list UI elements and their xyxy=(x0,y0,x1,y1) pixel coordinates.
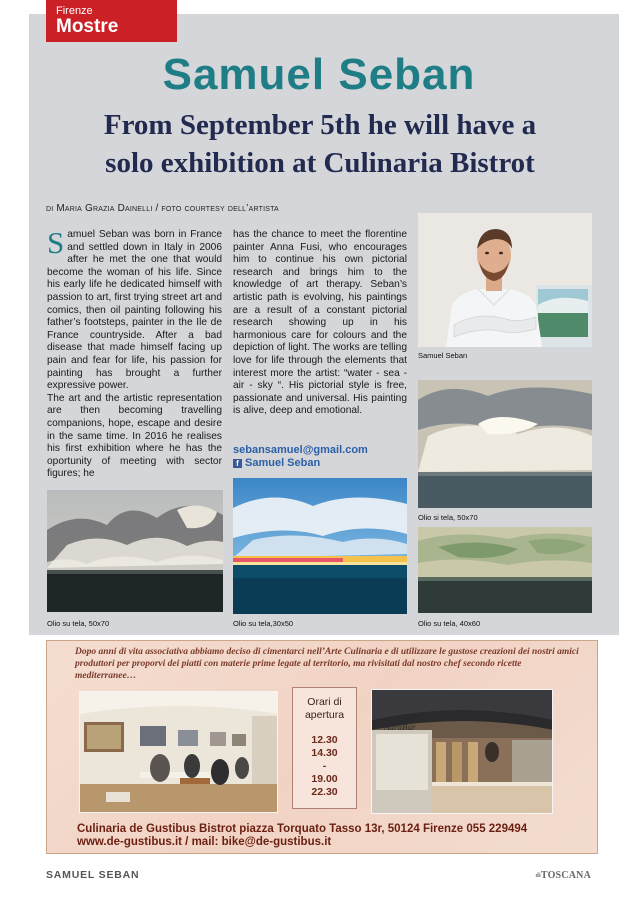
dropcap: S xyxy=(47,225,65,260)
ad-address-line-2[interactable]: www.de-gustibus.it / mail: bike@de-gustibus.it xyxy=(77,836,332,848)
restaurant-ad xyxy=(46,640,598,854)
painting-1-illustration xyxy=(47,490,223,612)
hours-entry: 14.30 xyxy=(311,747,338,759)
section-name: Mostre xyxy=(56,16,119,37)
painting-3-illustration xyxy=(418,380,592,508)
artist-facebook-link[interactable] xyxy=(233,457,368,470)
aurabar-sign: AuraBar xyxy=(384,722,416,732)
subtitle-line-2: solo exhibition at Culinaria Bistrot xyxy=(105,147,535,179)
column-1-paragraph-1: amuel Seban was born in France and settled down in Italy in 2006 after he met the one that would become the woman of his life. Since his early life he dedicated himself with passion to art, first trying street art and comics, then oil painting following his father’s footsteps, painter in the Ile de France countryside. After a bad disease that made himself facing up pain and fear for life, his passion for painting has brought a further expressive power. xyxy=(47,229,222,392)
hours-title-line-2: apertura xyxy=(304,709,345,721)
subtitle-line-1: From September 5th he will have a xyxy=(103,109,537,141)
ad-dining-room-photo xyxy=(79,691,278,813)
column-1-paragraph-2: The art and the artistic representation are then becoming travelling companions, hope, escape and desire in the same time. In 2016 he realises his first exhibition where he has the oportunity of meeting with sector figures; he xyxy=(47,392,222,480)
hours-entry: 12.30 xyxy=(311,734,338,746)
painting-1 xyxy=(47,490,223,612)
hours-entry: 22.30 xyxy=(311,786,338,798)
footer-page-title: SAMUEL SEBAN xyxy=(46,869,140,881)
byline: di Maria Grazia Dainelli / foto courtesy dell’artista xyxy=(46,203,279,214)
footer-magazine-prefix: di xyxy=(535,873,541,879)
section-tag xyxy=(46,0,177,42)
hours-title-line-1: Orari di xyxy=(307,696,342,708)
painting-4 xyxy=(418,527,592,613)
opening-hours-box xyxy=(292,687,357,809)
footer-magazine-title: TOSCANA xyxy=(540,870,591,881)
section-city: Firenze xyxy=(56,5,93,17)
artist-portrait-illustration xyxy=(418,213,592,347)
painting-4-caption: Olio su tela, 40x60 xyxy=(418,619,481,628)
portrait-caption: Samuel Seban xyxy=(418,351,468,360)
facebook-icon: f xyxy=(233,459,242,468)
facebook-name: Samuel Seban xyxy=(245,457,321,469)
article-subtitle xyxy=(40,106,600,182)
ad-address xyxy=(77,823,527,849)
ad-bar-counter-photo xyxy=(371,689,553,814)
painting-3 xyxy=(418,380,592,508)
dining-room-illustration xyxy=(80,692,278,813)
artist-contact xyxy=(233,444,368,470)
footer-magazine-name xyxy=(535,870,591,881)
painting-4-illustration xyxy=(418,527,592,613)
artist-portrait-photo xyxy=(418,213,592,347)
painting-2-caption: Olio su tela,30x50 xyxy=(233,619,294,628)
hours-entry: 19.00 xyxy=(311,773,338,785)
painting-2-illustration xyxy=(233,478,407,614)
bar-counter-illustration xyxy=(372,690,553,814)
artist-email-link[interactable]: sebansamuel@gmail.com xyxy=(233,444,368,456)
ad-address-line-1: Culinaria de Gustibus Bistrot piazza Torquato Tasso 13r, 50124 Firenze 055 229494 xyxy=(77,823,528,835)
painting-3-caption: Olio si tela, 50x70 xyxy=(418,513,478,522)
painting-2 xyxy=(233,478,407,614)
article-column-2 xyxy=(233,229,407,418)
painting-1-caption: Olio su tela, 50x70 xyxy=(47,619,110,628)
column-2-paragraph-1: has the chance to meet the florentine painter Anna Fusi, who encourages him to continue his own pictorial research and brings him to the knowledge of art therapy. Seban’s artistic path is evolving, his paintings are a result of a constant pictorial research showing up in his harmonious care for colours and the depiction of light. The works are telling love for life through the elements that interest more the artist: “water - sea - air - sky “. His pictorial style is free, passionate and universal. His painting is alive, deep and emotional. xyxy=(233,229,407,417)
article-column-1 xyxy=(47,225,222,481)
hours-entry: - xyxy=(322,760,327,772)
ad-intro-text: Dopo anni di vita associativa abbiamo deciso di cimentarci nell’Arte Culinaria e di utilizzare le gustose creazioni dei nostri amici produttori per proporvi dei piatti con materie prime legate al territorio, ma rivisitati dal nostro chef secondo ricette mediterranee… xyxy=(75,647,579,681)
article-title: Samuel Seban xyxy=(162,50,476,99)
